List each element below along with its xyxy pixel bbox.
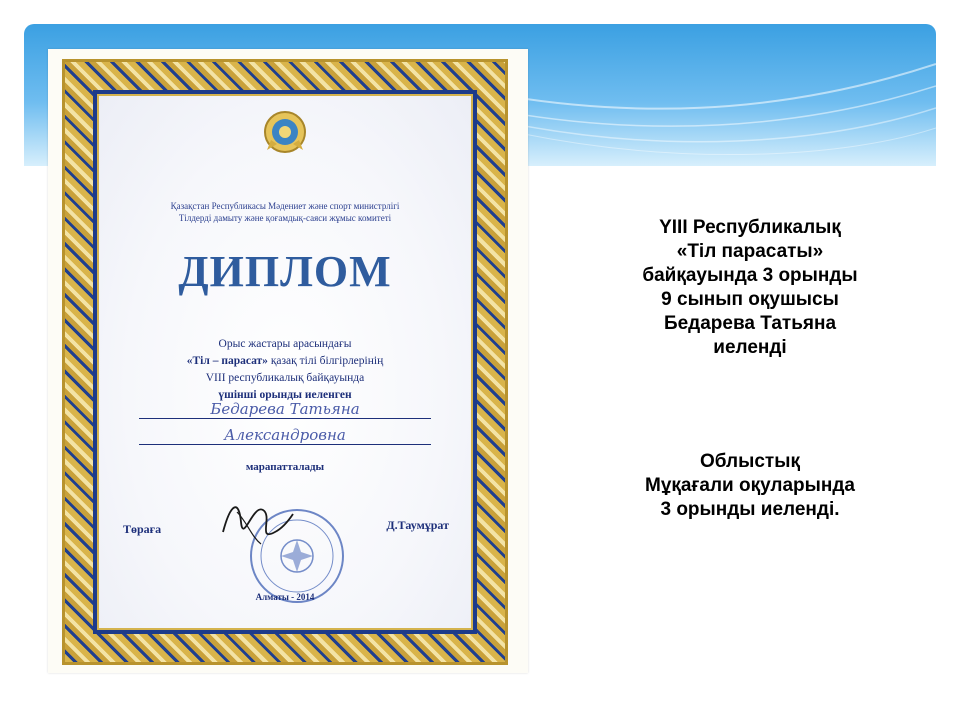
signature-icon: [217, 492, 297, 552]
ministry-line-2: Тілдерді дамыту және қоғамдық-саяси жұмыс комитеті: [178, 213, 392, 223]
ministry-line-1: Қазақстан Республикасы Мәдениет және спорт министрлігі: [170, 201, 400, 211]
signer-name: Д.Таумұрат: [386, 518, 449, 532]
recipient-name: Бедарева Татьяна: [139, 400, 431, 419]
caption-line: 9 сынып оқушысы: [661, 289, 839, 310]
diploma-title: ДИПЛОМ: [178, 247, 392, 296]
city-year: Алматы - 2014: [255, 592, 315, 602]
award-line-3: VIII республикалық байқауында: [205, 372, 365, 384]
award-line-2-rest: қазақ тілі білгірлерінің: [267, 355, 384, 367]
ornamental-frame: [62, 59, 508, 665]
caption-line: иеленді: [713, 337, 787, 358]
caption-line: «Тіл парасаты»: [676, 241, 824, 262]
caption-line: 3 орынды иеленді.: [660, 499, 840, 520]
diploma-body: [97, 94, 473, 630]
kazakhstan-emblem-icon: [263, 110, 307, 154]
award-line-1: Орыс жастары арасындағы: [218, 338, 352, 350]
caption-block-1: [580, 216, 920, 360]
caption-line: Мұқағали оқуларында: [645, 475, 855, 496]
award-line-2: [99, 353, 471, 370]
diploma-image: [48, 49, 528, 673]
caption-line: Бедарева Татьяна: [663, 313, 837, 334]
recipient-patronymic: Александровна: [139, 426, 431, 445]
contest-name: «Тіл – парасат»: [186, 355, 268, 367]
award-line-4: үшінші орынды иеленген: [218, 389, 352, 401]
award-description: [99, 336, 471, 404]
frame-inner-border: [93, 90, 477, 634]
caption-line: байқауында 3 орынды: [642, 265, 858, 286]
chair-label: Төраға: [123, 522, 162, 536]
rewarded-label: марапатталады: [245, 461, 325, 473]
caption-line: Облыстық: [700, 451, 800, 472]
caption-line: YIII Республикалық: [659, 217, 841, 238]
caption-block-2: [580, 450, 920, 522]
ministry-heading: [99, 200, 471, 224]
